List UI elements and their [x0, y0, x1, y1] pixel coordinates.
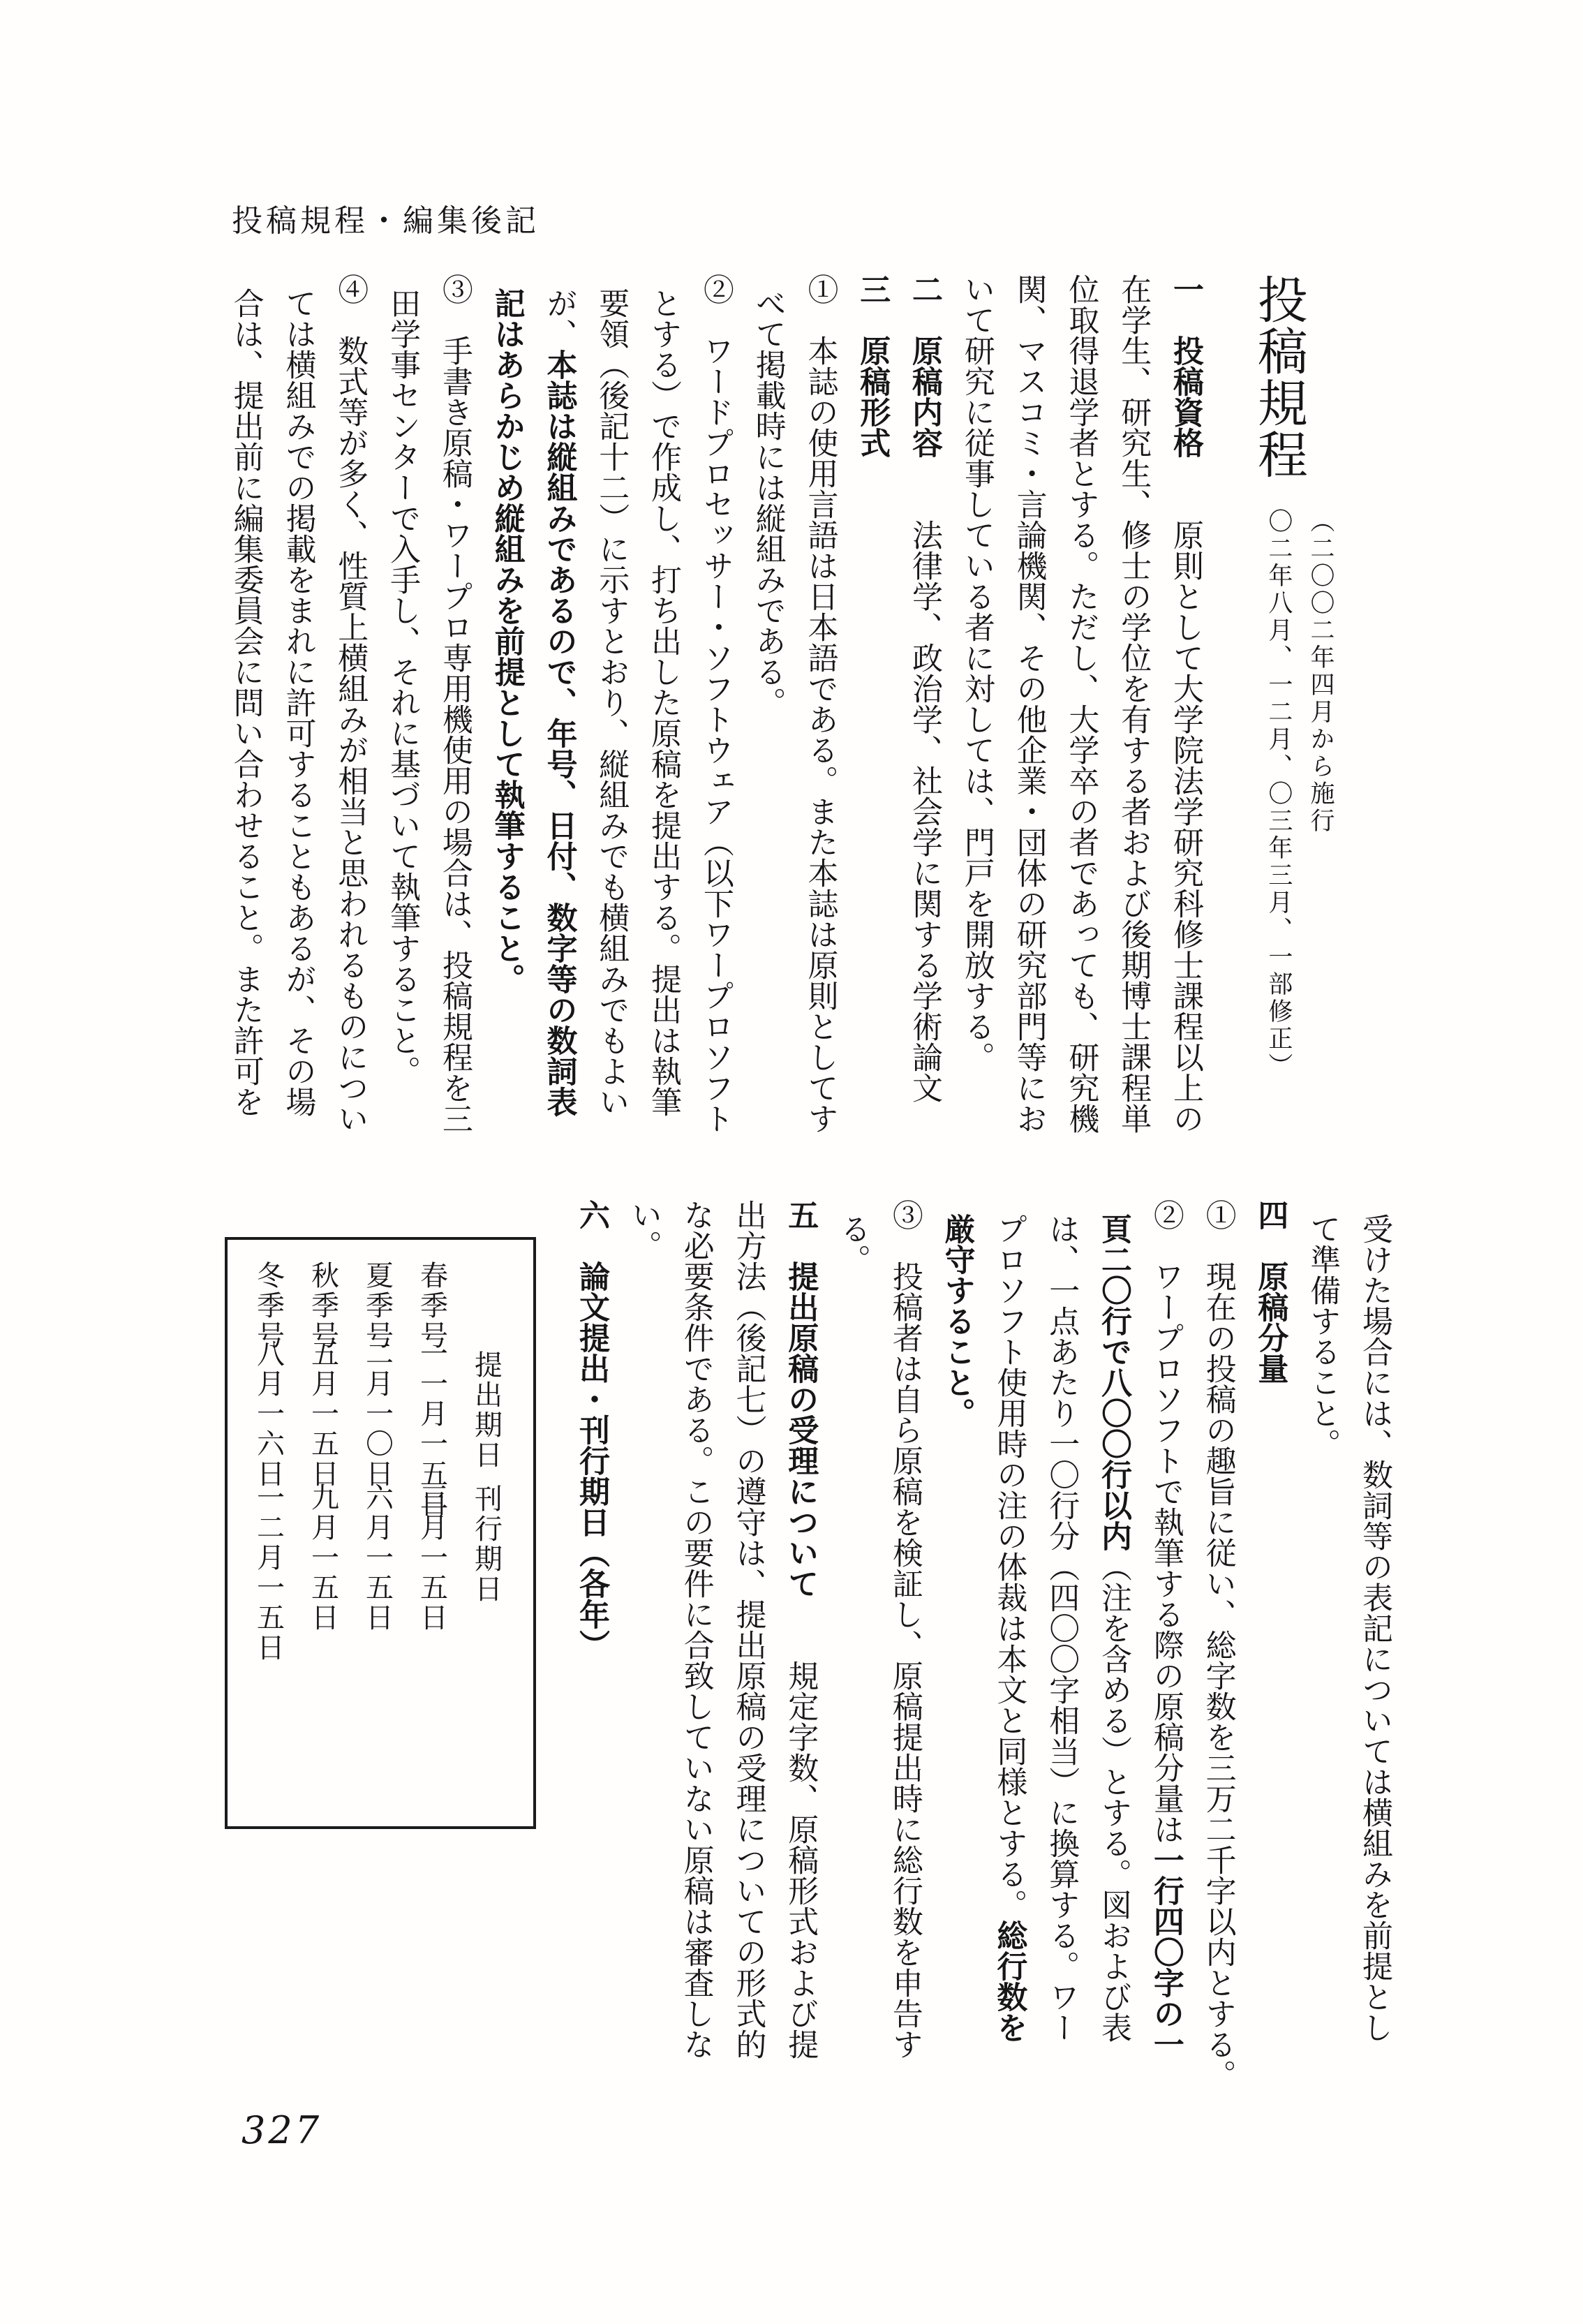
text-column	[1002, 274, 1055, 1178]
text-column	[689, 274, 741, 1178]
document-title-column	[1243, 274, 1342, 1178]
text-column	[323, 274, 376, 1178]
emphasis-text: 頁二〇行で八〇〇行以内	[1096, 1213, 1132, 1551]
page-number: 327	[241, 2108, 322, 2152]
text-column	[565, 1199, 617, 2103]
emphasis-text: 総行数を	[991, 1920, 1027, 2043]
emphasis-text: 本誌は縦組みであるので、年号、日付、数字等の数詞表	[541, 349, 577, 1117]
submit-date-header: 提出期日	[470, 1350, 503, 1470]
body-text: 受けた場合には、数詞等の表記については横組みを前提とし	[1357, 1213, 1392, 2043]
schedule-row-column	[350, 1240, 405, 1826]
text-column	[1348, 1199, 1400, 2103]
body-text: べて掲載時には縦組みである。	[750, 288, 786, 718]
emphasis-text: 三 原稿形式	[854, 274, 891, 458]
text-column	[1139, 1199, 1191, 2103]
publish-date: 九月一五日	[306, 1483, 339, 1633]
text-column	[1087, 1199, 1139, 2103]
body-text: （注を含める）とする。図および表	[1096, 1551, 1132, 2043]
body-text: いて研究に従事している者に対しては、門戸を開放する。	[958, 274, 995, 1072]
text-column	[950, 274, 1002, 1178]
emphasis-text: 二 原稿内容	[907, 274, 943, 458]
body-text: 原則として大学院法学研究科修士課程以上の	[1168, 458, 1204, 1134]
body-text: ④ 数式等が多く、性質上横組みが相当と思われるものについ	[332, 274, 369, 1134]
publish-date: 一二月一五日	[252, 1483, 285, 1663]
body-text: ③ 投稿者は自ら原稿を検証し、原稿提出時に総行数を申告す	[886, 1199, 923, 2059]
body-text: 要領（後記十二）に示すとおり、縦組みでも横組みでもよい	[593, 288, 630, 1117]
body-text: が、	[541, 288, 577, 349]
body-text: 出方法（後記七）の遵守は、提出原稿の受理についての形式的	[730, 1199, 766, 2059]
schedule-row-column	[241, 1240, 296, 1826]
publish-date: 六月一五日	[361, 1483, 394, 1633]
text-column	[617, 1199, 669, 2103]
text-column	[533, 274, 585, 1178]
text-column	[845, 274, 898, 1178]
issue-name: 秋季号	[306, 1261, 339, 1351]
schedule-header-column	[459, 1240, 514, 1826]
text-column	[480, 274, 533, 1178]
emphasis-text: 五 提出原稿の受理について	[782, 1199, 819, 1599]
text-column	[930, 1199, 983, 2103]
text-column	[428, 274, 480, 1178]
body-text: 田学事センターで入手し、それに基づいて執筆すること。	[385, 288, 421, 1086]
emphasis-text: 六 論文提出・刊行期日（各年）	[574, 1199, 610, 1660]
text-column	[272, 274, 324, 1178]
body-text: 関、マスコミ・言論機関、その他企業・団体の研究部門等にお	[1011, 274, 1047, 1134]
emphasis-text: 一 投稿資格	[1168, 274, 1204, 458]
issue-name: 春季号	[415, 1261, 448, 1351]
text-column	[878, 1199, 930, 2103]
emphasis-text: 記はあらかじめ縦組みを前提として執筆すること。	[489, 288, 525, 994]
schedule-row-column	[296, 1240, 350, 1826]
body-text: プロソフト使用時の注の体裁は本文と同様とする。	[991, 1213, 1027, 1920]
title-revision-note	[1258, 508, 1342, 1123]
submit-date: 二月一〇日	[361, 1339, 394, 1489]
rules-top-section	[219, 274, 1342, 1178]
title-note-line1: （二〇〇二年四月から施行	[1307, 508, 1335, 835]
text-column	[983, 1199, 1035, 2103]
body-text: ては横組みでの掲載をまれに許可することもあるが、その場	[280, 288, 316, 1117]
submit-date: 一一月一五日	[415, 1339, 448, 1519]
text-column	[794, 274, 846, 1178]
body-text: 合は、提出前に編集委員会に問い合わせること。また許可を	[228, 288, 264, 1117]
emphasis-text: 厳守すること。	[939, 1213, 975, 1428]
publish-date-header: 刊行期日	[470, 1484, 503, 1604]
body-text: は、一点あたり一〇行分（四〇〇字相当）に換算する。ワー	[1043, 1213, 1080, 2043]
body-text: ② ワードプロセッサー・ソフトウェア（以下ワープロソフト	[697, 274, 734, 1134]
body-text: とする）で作成し、打ち出した原稿を提出する。提出は執筆	[646, 288, 682, 1117]
text-column	[1106, 274, 1159, 1178]
text-column	[1244, 1199, 1296, 2103]
emphasis-text: 一行四〇字の一	[1147, 1844, 1184, 2059]
text-column	[898, 274, 950, 1178]
text-column	[722, 1199, 774, 2103]
body-text: 法律学、政治学、社会学に関する学術論文	[907, 458, 943, 1103]
publish-date: 三月一五日	[415, 1483, 448, 1633]
text-column	[669, 1199, 722, 2103]
body-text: い。	[625, 1199, 662, 1261]
rules-bottom-section	[565, 1199, 1400, 2103]
text-column	[1191, 1199, 1244, 2103]
text-column	[219, 274, 272, 1178]
text-column	[741, 274, 794, 1178]
submit-date: 八月一六日	[252, 1339, 285, 1489]
submit-date: 五月一五日	[306, 1339, 339, 1489]
schedule-table	[225, 1237, 536, 1829]
emphasis-text: 四 原稿分量	[1252, 1199, 1288, 1384]
body-text: 規定字数、原稿形式および提	[782, 1599, 819, 2059]
issue-name: 夏季号	[361, 1261, 394, 1351]
body-text: 位取得退学者とする。ただし、大学卒の者であっても、研究機	[1063, 274, 1099, 1134]
body-text: て準備すること。	[1305, 1213, 1341, 1459]
text-column	[376, 274, 428, 1178]
title-note-line2: 〇二年八月、一二月、〇三年三月、一部修正）	[1264, 508, 1293, 1080]
document-title: 投稿規程	[1249, 274, 1308, 480]
body-text: ① 現在の投稿の趣旨に従い、総字数を三万二千字以内とする。	[1200, 1199, 1236, 2090]
text-column	[584, 274, 637, 1178]
text-column	[1159, 274, 1211, 1178]
schedule-row-column	[405, 1240, 459, 1826]
body-text: ① 本誌の使用言語は日本語である。また本誌は原則としてす	[802, 274, 838, 1134]
body-text: 在学生、研究生、修士の学位を有する者および後期博士課程単	[1115, 274, 1152, 1134]
body-text: る。	[835, 1213, 871, 1275]
text-column	[1295, 1199, 1348, 2103]
text-column	[1034, 1199, 1087, 2103]
text-column	[773, 1199, 826, 2103]
text-column	[1055, 274, 1107, 1178]
issue-name: 冬季号	[252, 1261, 285, 1351]
body-text: ③ 手書き原稿・ワープロ専用機使用の場合は、投稿規程を三	[436, 274, 473, 1134]
running-header: 投稿規程・編集後記	[232, 203, 540, 239]
body-text: な必要条件である。この要件に合致していない原稿は審査しな	[678, 1199, 714, 2059]
body-text: ② ワープロソフトで執筆する際の原稿分量は	[1147, 1199, 1184, 1844]
text-column	[637, 274, 689, 1178]
text-column	[826, 1199, 878, 2103]
